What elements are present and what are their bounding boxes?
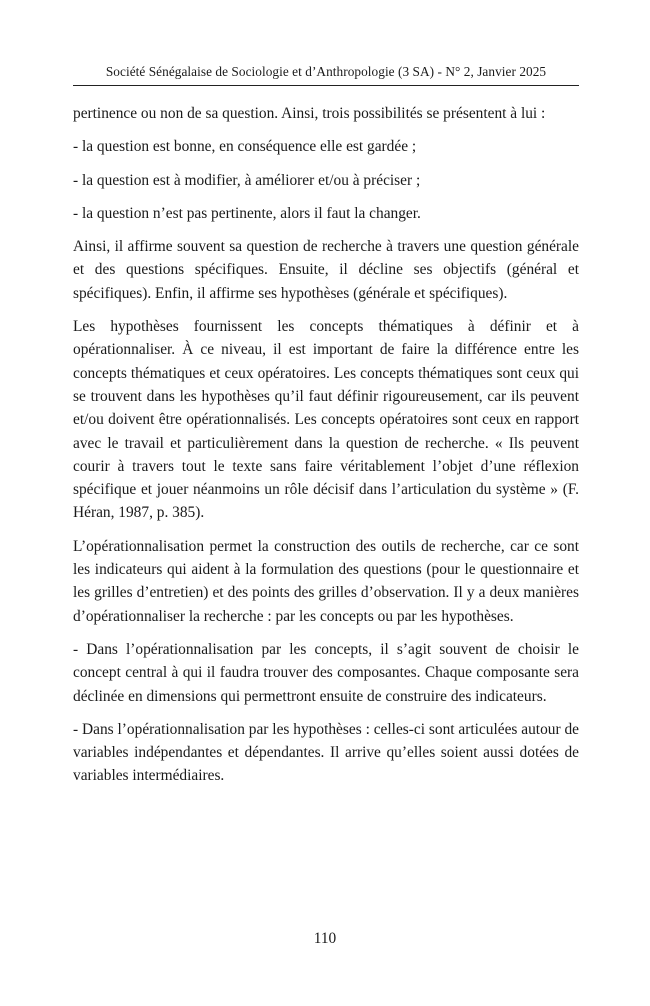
paragraph: Les hypothèses fournissent les concepts thématiques à définir et à opérationnaliser. À ce niveau, il est important de faire la différence entre les concepts thématiques et ceux opératoires. Les concepts thématiques sont ceux qui se trouvent dans les hypothèses qu’il faut définir rigoureusement, car ils peuvent et/ou doivent être opérationnalisés. Les concepts opératoires sont ceux en rapport avec le travail et particulièrement dans la question de recherche. « Ils peuvent courir à travers tout le texte sans faire véritablement l’objet d’une réflexion spécifique et jouer néanmoins un rôle décisif dans l’articulation du système » (F. Héran, 1987, p. 385). (73, 318, 579, 522)
page-number: 110 (313, 930, 337, 947)
paragraph: - Dans l’opérationnalisation par les hypothèses : celles-ci sont articulées autour de variables indépendantes et dépendantes. Il arrive qu’elles soient aussi dotées de variables intermédiaires. (73, 720, 579, 785)
running-header: Société Sénégalaise de Sociologie et d’Anthropologie (3 SA) - N° 2, Janvier 2025 (73, 64, 579, 86)
list-item: - la question n’est pas pertinente, alors il faut la changer. (73, 204, 421, 222)
list-item: - la question est bonne, en conséquence elle est gardée ; (73, 138, 417, 156)
list-item: - la question est à modifier, à améliorer et/ou à préciser ; (73, 171, 421, 189)
body-text (73, 102, 579, 788)
paragraph: pertinence ou non de sa question. Ainsi, trois possibilités se présentent à lui : (73, 105, 546, 122)
paragraph: - Dans l’opérationnalisation par les concepts, il s’agit souvent de choisir le concept central à qui il faudra trouver des composantes. Chaque composante sera déclinée en dimensions qui permettront ensuite de construire des indicateurs. (73, 640, 579, 705)
paragraph: L’opérationnalisation permet la construction des outils de recherche, car ce sont les indicateurs qui aident à la formulation des questions (pour le questionnaire et les grilles d’entretien) et des points des grilles d’observation. Il y a deux manières d’opérationnaliser la recherche : par les concepts ou par les hypothèses. (73, 537, 579, 625)
paragraph: Ainsi, il affirme souvent sa question de recherche à travers une question générale et des questions spécifiques. Ensuite, il décline ses objectifs (général et spécifiques). Enfin, il affirme ses hypothèses (générale et spécifiques). (73, 238, 579, 302)
page-content (73, 64, 579, 798)
